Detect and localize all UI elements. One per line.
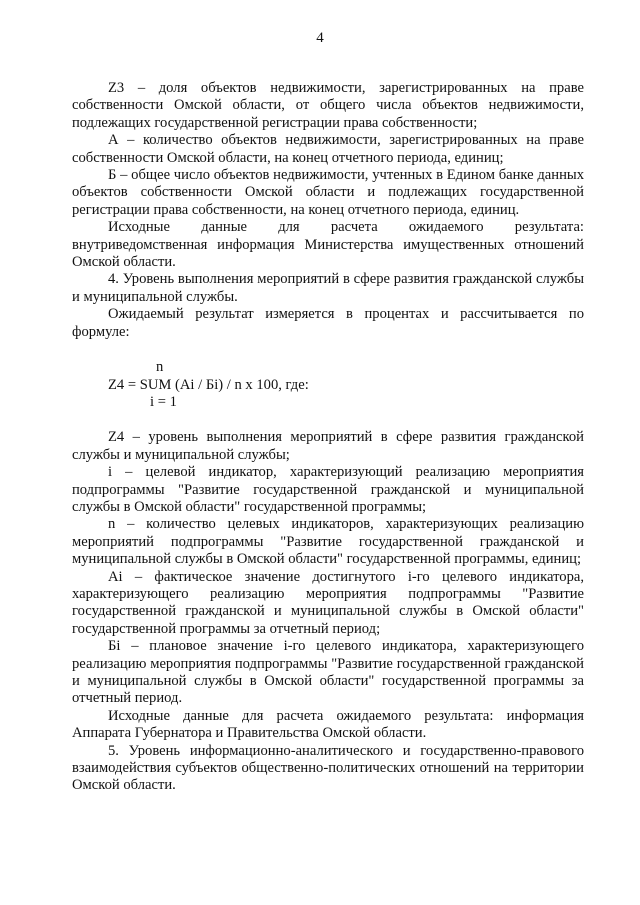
page-number: 4: [316, 30, 324, 46]
paragraph: Z4 – уровень выполнения мероприятий в сфере развития гражданской службы и муниципальной службы;: [72, 429, 584, 463]
formula-upper-limit: n: [156, 359, 164, 376]
formula-lower-limit: i = 1: [150, 393, 177, 410]
paragraph: Ожидаемый результат измеряется в процентах и рассчитывается по формуле:: [72, 306, 584, 340]
paragraph: Z3 – доля объектов недвижимости, зарегистрированных на праве собственности Омской области, от общего числа объектов недвижимости, подлежащих государственной регистрации права собственности;: [72, 80, 584, 131]
formula-block: [108, 359, 584, 411]
paragraph: 5. Уровень информационно-аналитического и государственно-правового взаимодействия субъектов общественно-политических отношений на территории Омской области.: [72, 742, 584, 794]
paragraph: 4. Уровень выполнения мероприятий в сфере развития гражданской службы и муниципальной службы.: [72, 271, 584, 305]
document-body: [72, 80, 584, 795]
paragraph: n – количество целевых индикаторов, характеризующих реализацию мероприятий подпрограммы "Развитие государственной гражданской и муниципальной службы в Омской области" государственной программы, единиц;: [72, 516, 584, 568]
formula-main: Z4 = SUM (Ai / Бi) / n х 100, где:: [108, 376, 309, 393]
paragraph: Ai – фактическое значение достигнутого i-го целевого индикатора, характеризующего реализацию мероприятия подпрограммы "Развитие государственной гражданской и муниципальной службы в Омской области" государственной программы за отчетный период;: [72, 568, 584, 637]
paragraph: Исходные данные для расчета ожидаемого результата: информация Аппарата Губернатора и Правительства Омской области.: [72, 707, 584, 742]
paragraph: Б – общее число объектов недвижимости, учтенных в Едином банке данных объектов собственности Омской области и подлежащих государственной регистрации права собственности, на конец отчетного периода, единиц.: [72, 167, 584, 218]
paragraph: i – целевой индикатор, характеризующий реализацию мероприятия подпрограммы "Развитие государственной гражданской и муниципальной службы в Омской области" государственной программы;: [72, 464, 584, 515]
paragraph: Исходные данные для расчета ожидаемого результата: внутриведомственная информация Министерства имущественных отношений Омской области.: [72, 219, 584, 271]
paragraph: А – количество объектов недвижимости, зарегистрированных на праве собственности Омской области, на конец отчетного периода, единиц;: [72, 132, 584, 166]
paragraph: Бi – плановое значение i-го целевого индикатора, характеризующего реализацию мероприятия подпрограммы "Развитие государственной гражданской и муниципальной службы в Омской области" государственной программы за отчетный период.: [72, 638, 584, 707]
